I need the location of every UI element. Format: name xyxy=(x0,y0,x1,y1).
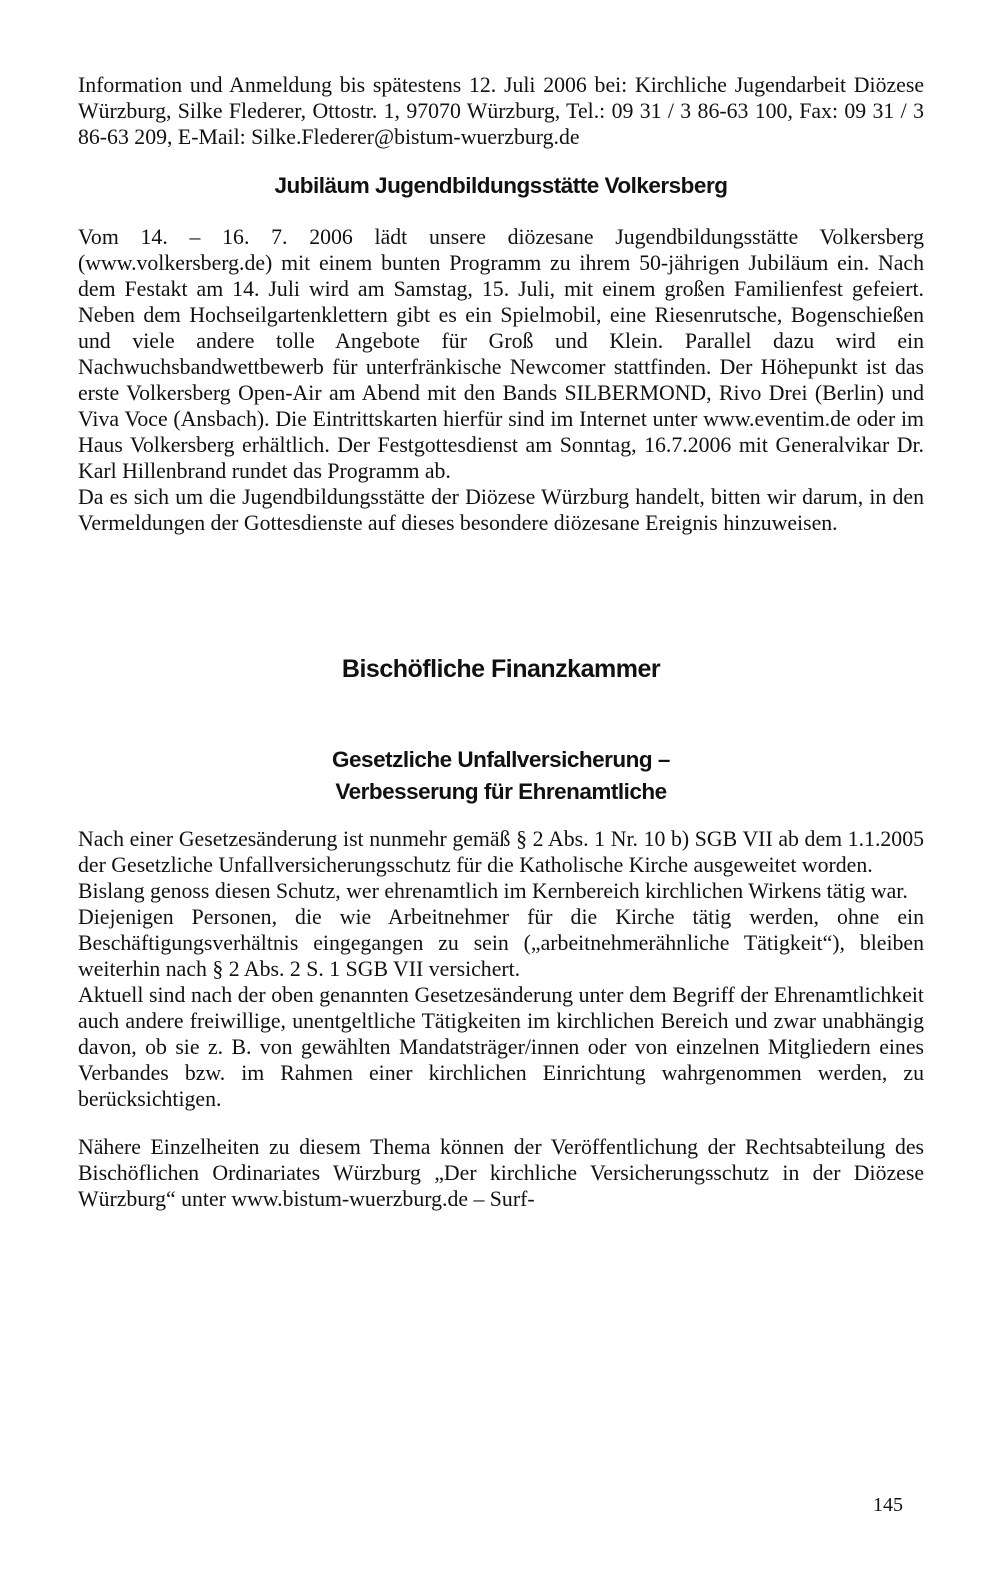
document-page xyxy=(78,72,924,1212)
finanz-paragraph-2: Bislang genoss diesen Schutz, wer ehrenamtlich im Kernbereich kirchlichen Wirkens tätig war. xyxy=(78,879,908,903)
jubilaeum-heading: Jubiläum Jugendbildungsstätte Volkersberg xyxy=(274,173,728,198)
intro-paragraph: Information und Anmeldung bis spätestens 12. Juli 2006 bei: Kirchliche Jugendarbeit Diözese Würzburg, Silke Flederer, Ottostr. 1, 97070 Würzburg, Tel.: 09 31 / 3 86-63 100, Fax: 09 31 / 3 86-63 209, E-Mail: Silke.Flederer@bistum-wuerzburg.de xyxy=(78,73,924,149)
subheading-line-2: Verbesserung für Ehrenamtliche xyxy=(335,779,667,804)
page-number: 145 xyxy=(873,1494,903,1516)
jubilaeum-paragraph-1: Vom 14. – 16. 7. 2006 lädt unsere diözesane Jugendbildungsstätte Volkersberg (www.volkersberg.de) mit einem bunten Programm zu ihrem 50-jährigen Jubiläum ein. Nach dem Festakt am 14. Juli wird am Samstag, 15. Juli, mit einem großen Familienfest gefeiert. Neben dem Hochseilgartenklettern gibt es ein Spielmobil, eine Riesenrutsche, Bogenschießen und viele andere tolle Angebote für Groß und Klein. Parallel dazu wird ein Nachwuchsbandwettbewerb für unterfränkische Newcomer stattfinden. Der Höhepunkt ist das erste Volkersberg Open-Air am Abend mit den Bands SILBERMOND, Rivo Drei (Berlin) und Viva Voce (Ansbach). Die Eintrittskarten hierfür sind im Internet unter www.eventim.de oder im Haus Volkersberg erhältlich. Der Festgottesdienst am Sonntag, 16.7.2006 mit Generalvikar Dr. Karl Hillenbrand rundet das Programm ab. xyxy=(78,225,924,483)
finanz-paragraph-1: Nach einer Gesetzesänderung ist nunmehr gemäß § 2 Abs. 1 Nr. 10 b) SGB VII ab dem 1.1.2005 der Gesetzliche Unfallversicherungsschutz für die Katholische Kirche ausgeweitet worden. xyxy=(78,827,924,877)
finanz-closing-paragraph: Nähere Einzelheiten zu diesem Thema können der Veröffentlichung der Rechtsabteilung des Bischöflichen Ordinariates Würzburg „Der kirchliche Versicherungsschutz in der Diözese Würzburg“ unter www.bistum-wuerzburg.de – Surf- xyxy=(78,1135,924,1211)
unfallversicherung-subheading xyxy=(78,744,924,808)
finanz-paragraph-4: Aktuell sind nach der oben genannten Gesetzesänderung unter dem Begriff der Ehrenamtlichkeit auch andere freiwillige, unentgeltliche Tätigkeiten im kirchlichen Bereich und zwar unabhängig davon, ob sie z. B. von gewählten Mandatsträger/innen oder von einzelnen Mitgliedern eines Verbandes bzw. im Rahmen einer kirchlichen Einrichtung wahrgenommen werden, zu berücksichtigen. xyxy=(78,983,924,1111)
finanzkammer-heading: Bischöfliche Finanzkammer xyxy=(341,655,661,683)
unfallversicherung-section xyxy=(78,826,924,1212)
finanz-paragraph-3: Diejenigen Personen, die wie Arbeitnehmer für die Kirche tätig werden, ohne ein Beschäftigungsverhältnis eingegangen zu sein („arbeitnehmerähnliche Tätigkeit“), bleiben weiterhin nach § 2 Abs. 2 S. 1 SGB VII versichert. xyxy=(78,905,924,981)
jubilaeum-paragraph-2: Da es sich um die Jugendbildungsstätte der Diözese Würzburg handelt, bitten wir darum, in den Vermeldungen der Gottesdienste auf dieses besondere diözesane Ereignis hinzuweisen. xyxy=(78,485,924,535)
jubilaeum-section xyxy=(78,224,924,536)
subheading-line-1: Gesetzliche Unfallversicherung – xyxy=(332,747,670,772)
